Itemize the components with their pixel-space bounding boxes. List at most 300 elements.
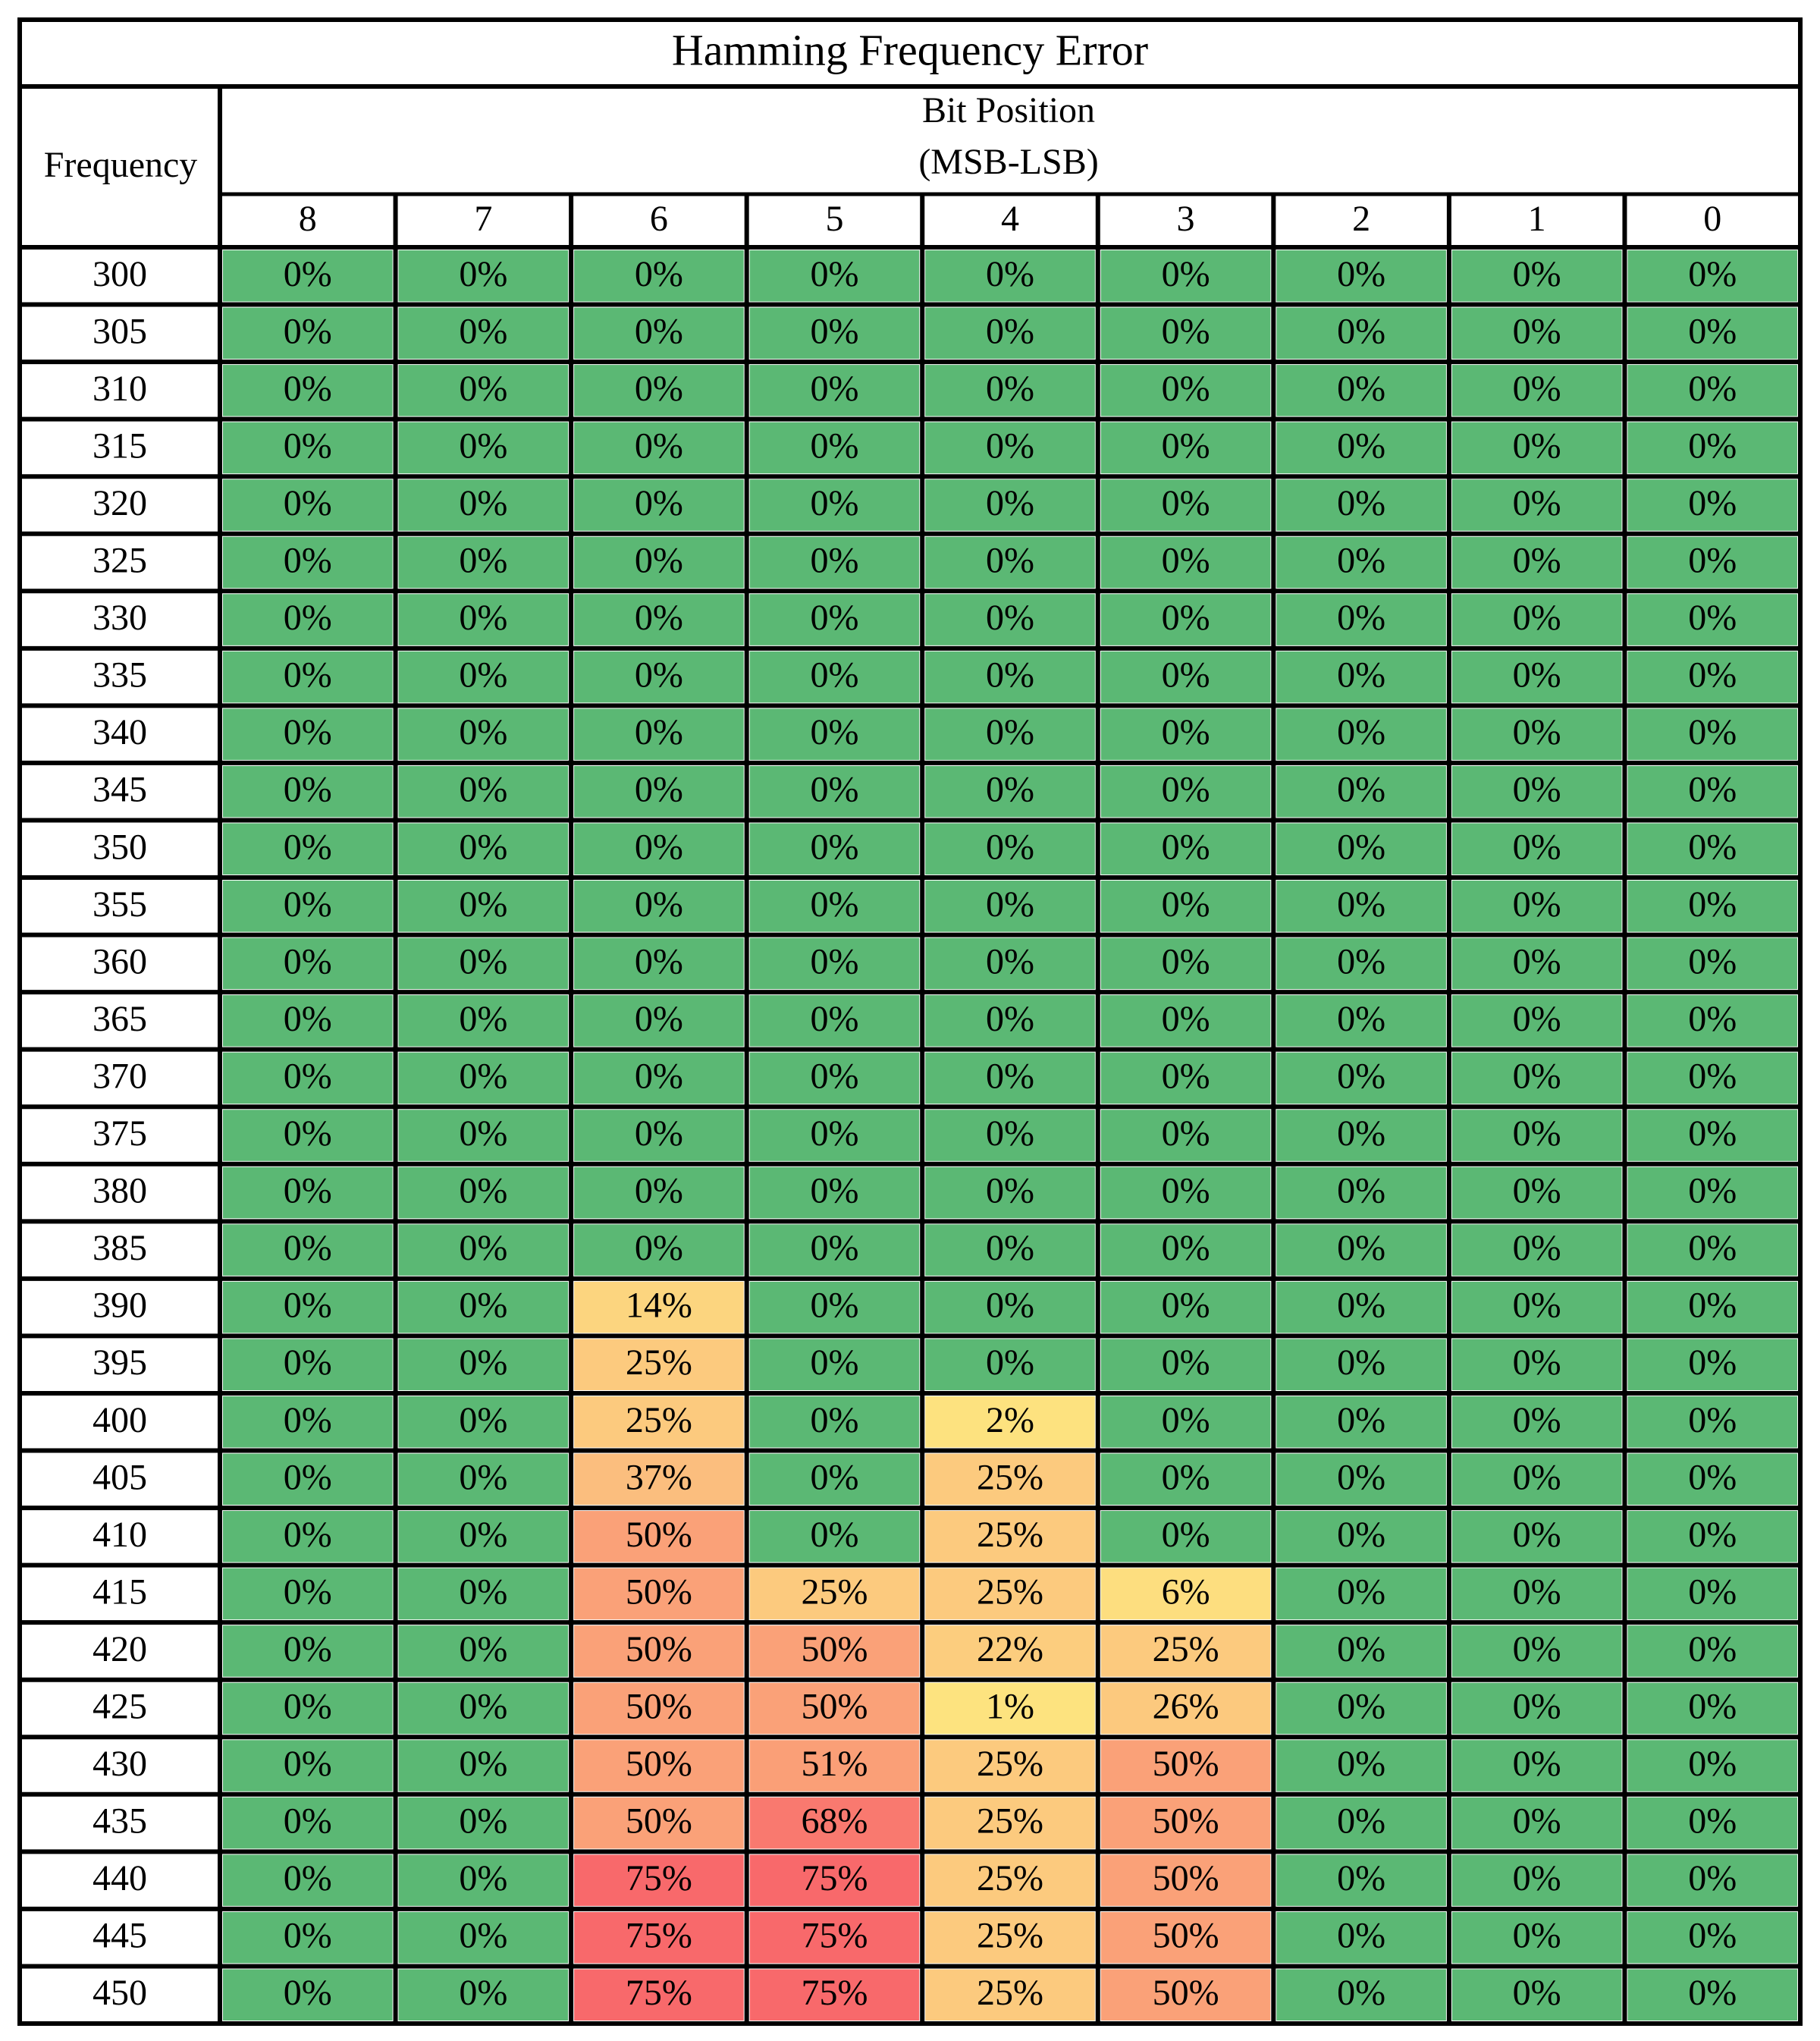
cell-value-label: 0% — [459, 941, 508, 982]
cell-value-label: 0% — [1337, 998, 1386, 1039]
cell-value-label: 0% — [459, 655, 508, 696]
cell-value-label: 0% — [1161, 655, 1210, 696]
cell-value-label: 0% — [1688, 1686, 1737, 1727]
cell-value-label: 0% — [1337, 1686, 1386, 1727]
cell-value-label: 0% — [634, 598, 683, 639]
cell-value-label: 50% — [1152, 1744, 1219, 1785]
cell-value-label: 0% — [1688, 1228, 1737, 1269]
cell-value-label: 0% — [1337, 712, 1386, 753]
cell-value-label: 50% — [625, 1801, 692, 1842]
cell-value-label: 0% — [1512, 1744, 1561, 1785]
cell-value-label: 0% — [634, 368, 683, 409]
cell-value-label: 14% — [625, 1285, 692, 1326]
cell-value-label: 0% — [459, 1973, 508, 2014]
cell-value-label: 0% — [634, 311, 683, 352]
cell-value-label: 0% — [283, 941, 332, 982]
cell-value-label: 6% — [1161, 1572, 1210, 1612]
cell-value-label: 0% — [459, 1915, 508, 1956]
cell-value-label: 0% — [1512, 1399, 1561, 1440]
cell-value-label: 25% — [977, 1457, 1043, 1498]
cell-value-label: 0% — [459, 1399, 508, 1440]
row-label: 320 — [93, 482, 147, 523]
cell-value-label: 0% — [986, 482, 1034, 523]
cell-value-label: 0% — [986, 1285, 1034, 1326]
cell-value-label: 0% — [1337, 884, 1386, 925]
cell-value-label: 0% — [459, 1228, 508, 1269]
cell-value-label: 0% — [283, 769, 332, 810]
cell-value-label: 0% — [1337, 425, 1386, 466]
row-label: 400 — [93, 1399, 147, 1440]
cell-value-label: 0% — [1688, 884, 1737, 925]
row-label: 345 — [93, 769, 147, 810]
cell-value-label: 0% — [810, 1056, 859, 1097]
cell-value-label: 0% — [1512, 827, 1561, 868]
cell-value-label: 0% — [1337, 311, 1386, 352]
cell-value-label: 0% — [1161, 540, 1210, 581]
cell-value-label: 0% — [1161, 1228, 1210, 1269]
cell-value-label: 0% — [459, 1858, 508, 1899]
cell-value-label: 0% — [634, 655, 683, 696]
cell-value-label: 0% — [459, 712, 508, 753]
cell-value-label: 0% — [283, 998, 332, 1039]
row-label: 410 — [93, 1514, 147, 1555]
cell-value-label: 0% — [986, 941, 1034, 982]
cell-value-label: 0% — [810, 425, 859, 466]
cell-value-label: 25% — [625, 1399, 692, 1440]
cell-value-label: 0% — [1161, 884, 1210, 925]
column-label: 5 — [825, 199, 844, 240]
cell-value-label: 0% — [459, 1628, 508, 1669]
cell-value-label: 0% — [459, 598, 508, 639]
cell-value-label: 25% — [977, 1915, 1043, 1956]
cell-value-label: 0% — [1512, 1628, 1561, 1669]
cell-value-label: 50% — [625, 1572, 692, 1612]
cell-value-label: 0% — [634, 998, 683, 1039]
row-label: 375 — [93, 1113, 147, 1154]
row-label: 370 — [93, 1056, 147, 1097]
column-label: 6 — [649, 199, 668, 240]
column-label: 0 — [1703, 199, 1722, 240]
cell-value-label: 0% — [283, 1514, 332, 1555]
cell-value-label: 0% — [1161, 1514, 1210, 1555]
cell-value-label: 0% — [1337, 1113, 1386, 1154]
cell-value-label: 0% — [283, 1572, 332, 1612]
cell-value-label: 0% — [459, 1285, 508, 1326]
cell-value-label: 0% — [986, 540, 1034, 581]
row-label: 360 — [93, 941, 147, 982]
column-group-header-line2: (MSB-LSB) — [918, 142, 1099, 183]
cell-value-label: 0% — [810, 1285, 859, 1326]
row-label: 350 — [93, 827, 147, 868]
cell-value-label: 0% — [1688, 1973, 1737, 2014]
column-label: 8 — [298, 199, 317, 240]
cell-value-label: 0% — [810, 311, 859, 352]
cell-value-label: 0% — [986, 1228, 1034, 1269]
cell-value-label: 25% — [977, 1858, 1043, 1899]
row-label: 380 — [93, 1170, 147, 1211]
cell-value-label: 0% — [283, 1056, 332, 1097]
cell-value-label: 0% — [1512, 253, 1561, 294]
cell-value-label: 25% — [977, 1973, 1043, 2014]
cell-value-label: 0% — [283, 1915, 332, 1956]
cell-value-label: 0% — [1161, 827, 1210, 868]
row-label: 385 — [93, 1228, 147, 1269]
cell-value-label: 25% — [977, 1514, 1043, 1555]
cell-value-label: 0% — [1688, 1744, 1737, 1785]
row-label: 435 — [93, 1801, 147, 1842]
cell-value-label: 0% — [1512, 1801, 1561, 1842]
cell-value-label: 0% — [1337, 598, 1386, 639]
cell-value-label: 0% — [810, 998, 859, 1039]
cell-value-label: 0% — [634, 712, 683, 753]
cell-value-label: 0% — [1337, 1056, 1386, 1097]
column-group-header-line1: Bit Position — [921, 90, 1096, 131]
cell-value-label: 0% — [283, 655, 332, 696]
cell-value-label: 0% — [283, 1228, 332, 1269]
cell-value-label: 0% — [986, 998, 1034, 1039]
cell-value-label: 0% — [283, 1628, 332, 1669]
row-label: 365 — [93, 998, 147, 1039]
cell-value-label: 50% — [1152, 1858, 1219, 1899]
cell-value-label: 0% — [1161, 941, 1210, 982]
cell-value-label: 0% — [283, 311, 332, 352]
cell-value-label: 0% — [1688, 1514, 1737, 1555]
cell-value-label: 0% — [1512, 1973, 1561, 2014]
cell-value-label: 0% — [283, 1457, 332, 1498]
cell-value-label: 0% — [810, 655, 859, 696]
cell-value-label: 0% — [283, 482, 332, 523]
cell-value-label: 0% — [283, 1285, 332, 1326]
cell-value-label: 0% — [986, 311, 1034, 352]
cell-value-label: 0% — [1512, 1285, 1561, 1326]
cell-value-label: 0% — [1688, 311, 1737, 352]
row-label: 340 — [93, 712, 147, 753]
cell-value-label: 0% — [986, 827, 1034, 868]
cell-value-label: 0% — [1337, 827, 1386, 868]
cell-value-label: 0% — [1337, 1170, 1386, 1211]
table-title: Hamming Frequency Error — [671, 25, 1149, 75]
cell-value-label: 0% — [1337, 368, 1386, 409]
cell-value-label: 0% — [1512, 368, 1561, 409]
cell-value-label: 0% — [1337, 1228, 1386, 1269]
cell-value-label: 0% — [810, 253, 859, 294]
cell-value-label: 0% — [1512, 482, 1561, 523]
row-label: 445 — [93, 1915, 147, 1956]
cell-value-label: 0% — [1688, 1628, 1737, 1669]
cell-value-label: 0% — [810, 1228, 859, 1269]
cell-value-label: 0% — [1161, 598, 1210, 639]
cell-value-label: 0% — [1688, 425, 1737, 466]
row-label: 405 — [93, 1457, 147, 1498]
cell-value-label: 0% — [1512, 1858, 1561, 1899]
cell-value-label: 0% — [634, 482, 683, 523]
cell-value-label: 0% — [1512, 712, 1561, 753]
cell-value-label: 0% — [986, 1113, 1034, 1154]
cell-value-label: 0% — [986, 598, 1034, 639]
cell-value-label: 0% — [1161, 1342, 1210, 1383]
cell-value-label: 0% — [459, 1056, 508, 1097]
cell-value-label: 0% — [283, 1342, 332, 1383]
row-label: 390 — [93, 1285, 147, 1326]
cell-value-label: 0% — [1337, 482, 1386, 523]
cell-value-label: 0% — [283, 1170, 332, 1211]
cell-value-label: 0% — [1512, 425, 1561, 466]
cell-value-label: 0% — [459, 253, 508, 294]
cell-value-label: 0% — [1337, 1342, 1386, 1383]
cell-value-label: 0% — [1688, 1285, 1737, 1326]
cell-value-label: 25% — [1152, 1628, 1219, 1669]
row-label: 305 — [93, 311, 147, 352]
cell-value-label: 0% — [283, 1973, 332, 2014]
cell-value-label: 0% — [459, 1170, 508, 1211]
cell-value-label: 0% — [1512, 1514, 1561, 1555]
cell-value-label: 0% — [1337, 1514, 1386, 1555]
row-label: 450 — [93, 1973, 147, 2014]
cell-value-label: 0% — [1512, 941, 1561, 982]
cell-value-label: 0% — [459, 1342, 508, 1383]
cell-value-label: 0% — [1161, 311, 1210, 352]
cell-value-label: 0% — [1512, 1342, 1561, 1383]
cell-value-label: 0% — [1688, 540, 1737, 581]
cell-value-label: 0% — [986, 253, 1034, 294]
cell-value-label: 0% — [1688, 1170, 1737, 1211]
cell-value-label: 75% — [625, 1858, 692, 1899]
cell-value-label: 0% — [1512, 1457, 1561, 1498]
cell-value-label: 0% — [986, 368, 1034, 409]
row-label: 440 — [93, 1858, 147, 1899]
row-label: 430 — [93, 1744, 147, 1785]
cell-value-label: 0% — [459, 769, 508, 810]
cell-value-label: 0% — [1161, 1399, 1210, 1440]
cell-value-label: 0% — [810, 1514, 859, 1555]
cell-value-label: 0% — [634, 540, 683, 581]
cell-value-label: 0% — [810, 884, 859, 925]
cell-value-label: 50% — [1152, 1801, 1219, 1842]
row-label: 315 — [93, 425, 147, 466]
cell-value-label: 0% — [810, 1170, 859, 1211]
row-label: 330 — [93, 598, 147, 639]
cell-value-label: 0% — [634, 1170, 683, 1211]
cell-value-label: 0% — [1337, 253, 1386, 294]
cell-value-label: 0% — [1512, 884, 1561, 925]
cell-value-label: 0% — [634, 425, 683, 466]
cell-value-label: 0% — [1512, 311, 1561, 352]
cell-value-label: 0% — [1337, 1801, 1386, 1842]
cell-value-label: 0% — [459, 884, 508, 925]
cell-value-label: 0% — [283, 368, 332, 409]
cell-value-label: 0% — [810, 598, 859, 639]
cell-value-label: 75% — [625, 1973, 692, 2014]
cell-value-label: 0% — [1512, 1170, 1561, 1211]
cell-value-label: 0% — [1161, 1170, 1210, 1211]
cell-value-label: 0% — [1161, 769, 1210, 810]
cell-value-label: 0% — [1337, 1858, 1386, 1899]
cell-value-label: 0% — [1512, 1686, 1561, 1727]
cell-value-label: 0% — [1337, 1973, 1386, 2014]
cell-value-label: 0% — [1688, 998, 1737, 1039]
cell-value-label: 0% — [283, 1686, 332, 1727]
cell-value-label: 0% — [1688, 1399, 1737, 1440]
cell-value-label: 25% — [801, 1572, 868, 1612]
cell-value-label: 0% — [634, 253, 683, 294]
cell-value-label: 0% — [459, 1572, 508, 1612]
cell-value-label: 0% — [1337, 1572, 1386, 1612]
cell-value-label: 0% — [634, 1228, 683, 1269]
cell-value-label: 0% — [1512, 998, 1561, 1039]
cell-value-label: 0% — [810, 1399, 859, 1440]
cell-value-label: 0% — [1688, 1801, 1737, 1842]
row-header-frequency: Frequency — [43, 145, 198, 186]
cell-value-label: 0% — [459, 998, 508, 1039]
cell-value-label: 0% — [459, 482, 508, 523]
cell-value-label: 0% — [459, 1686, 508, 1727]
cell-value-label: 0% — [1688, 1858, 1737, 1899]
cell-value-label: 0% — [1337, 655, 1386, 696]
cell-value-label: 1% — [986, 1686, 1034, 1727]
cell-value-label: 0% — [1512, 1915, 1561, 1956]
cell-value-label: 0% — [1161, 998, 1210, 1039]
cell-value-label: 0% — [283, 253, 332, 294]
cell-value-label: 0% — [986, 712, 1034, 753]
cell-value-label: 0% — [1161, 1056, 1210, 1097]
cell-value-label: 0% — [459, 1457, 508, 1498]
cell-value-label: 0% — [986, 655, 1034, 696]
cell-value-label: 50% — [1152, 1915, 1219, 1956]
cell-value-label: 22% — [977, 1628, 1043, 1669]
row-label: 300 — [93, 253, 147, 294]
cell-value-label: 75% — [801, 1973, 868, 2014]
row-label: 310 — [93, 368, 147, 409]
cell-value-label: 0% — [1688, 482, 1737, 523]
cell-value-label: 0% — [1688, 655, 1737, 696]
cell-value-label: 25% — [977, 1801, 1043, 1842]
cell-value-label: 0% — [810, 482, 859, 523]
cell-value-label: 0% — [283, 598, 332, 639]
cell-value-label: 0% — [1161, 1285, 1210, 1326]
cell-value-label: 0% — [459, 1801, 508, 1842]
cell-value-label: 0% — [459, 540, 508, 581]
cell-value-label: 0% — [986, 1056, 1034, 1097]
cell-value-label: 0% — [283, 712, 332, 753]
cell-value-label: 68% — [801, 1801, 868, 1842]
cell-value-label: 0% — [1512, 1572, 1561, 1612]
cell-value-label: 0% — [1161, 425, 1210, 466]
cell-value-label: 0% — [634, 827, 683, 868]
cell-value-label: 0% — [634, 769, 683, 810]
row-label: 335 — [93, 655, 147, 696]
cell-value-label: 0% — [634, 1113, 683, 1154]
cell-value-label: 25% — [977, 1572, 1043, 1612]
cell-value-label: 0% — [1337, 1744, 1386, 1785]
cell-value-label: 0% — [810, 827, 859, 868]
cell-value-label: 0% — [1161, 253, 1210, 294]
cell-value-label: 0% — [1688, 941, 1737, 982]
cell-value-label: 0% — [634, 1056, 683, 1097]
cell-value-label: 0% — [283, 1399, 332, 1440]
cell-value-label: 0% — [810, 1457, 859, 1498]
cell-value-label: 0% — [1512, 1228, 1561, 1269]
column-label: 2 — [1352, 199, 1371, 240]
column-label: 4 — [1001, 199, 1019, 240]
cell-value-label: 0% — [1337, 1915, 1386, 1956]
cell-value-label: 0% — [283, 1113, 332, 1154]
cell-value-label: 0% — [1512, 1056, 1561, 1097]
cell-value-label: 50% — [1152, 1973, 1219, 2014]
cell-value-label: 0% — [1161, 1113, 1210, 1154]
cell-value-label: 75% — [801, 1858, 868, 1899]
column-label: 3 — [1176, 199, 1195, 240]
cell-value-label: 50% — [625, 1514, 692, 1555]
cell-value-label: 0% — [1688, 1457, 1737, 1498]
cell-value-label: 0% — [1512, 769, 1561, 810]
cell-value-label: 0% — [283, 827, 332, 868]
cell-value-label: 0% — [1688, 1056, 1737, 1097]
cell-value-label: 0% — [1688, 1113, 1737, 1154]
cell-value-label: 0% — [1161, 712, 1210, 753]
cell-value-label: 0% — [459, 368, 508, 409]
cell-value-label: 0% — [634, 884, 683, 925]
cell-value-label: 0% — [283, 884, 332, 925]
cell-value-label: 0% — [1512, 1113, 1561, 1154]
cell-value-label: 0% — [1688, 769, 1737, 810]
cell-value-label: 0% — [459, 1113, 508, 1154]
cell-value-label: 0% — [986, 769, 1034, 810]
cell-value-label: 51% — [801, 1744, 868, 1785]
cell-value-label: 0% — [283, 425, 332, 466]
cell-value-label: 2% — [986, 1399, 1034, 1440]
row-label: 395 — [93, 1342, 147, 1383]
row-label: 415 — [93, 1572, 147, 1612]
cell-value-label: 0% — [1688, 1915, 1737, 1956]
row-label: 425 — [93, 1686, 147, 1727]
cell-value-label: 50% — [801, 1628, 868, 1669]
cell-value-label: 25% — [977, 1744, 1043, 1785]
column-label: 7 — [474, 199, 493, 240]
cell-value-label: 37% — [625, 1457, 692, 1498]
cell-value-label: 0% — [1688, 1342, 1737, 1383]
cell-value-label: 0% — [459, 827, 508, 868]
cell-value-label: 0% — [810, 712, 859, 753]
cell-value-label: 0% — [459, 425, 508, 466]
cell-value-label: 0% — [1688, 368, 1737, 409]
cell-value-label: 0% — [283, 1858, 332, 1899]
cell-value-label: 0% — [283, 1744, 332, 1785]
cell-value-label: 0% — [1688, 712, 1737, 753]
cell-value-label: 0% — [1337, 540, 1386, 581]
column-label: 1 — [1527, 199, 1546, 240]
cell-value-label: 0% — [986, 1170, 1034, 1211]
cell-value-label: 0% — [1337, 941, 1386, 982]
cell-value-label: 0% — [986, 425, 1034, 466]
cell-value-label: 50% — [625, 1744, 692, 1785]
cell-value-label: 0% — [986, 1342, 1034, 1383]
cell-value-label: 26% — [1152, 1686, 1219, 1727]
cell-value-label: 0% — [459, 311, 508, 352]
cell-value-label: 0% — [1337, 1285, 1386, 1326]
cell-value-label: 0% — [810, 941, 859, 982]
cell-value-label: 0% — [1512, 655, 1561, 696]
cell-value-label: 75% — [625, 1915, 692, 1956]
cell-value-label: 0% — [1337, 1628, 1386, 1669]
cell-value-label: 0% — [810, 368, 859, 409]
cell-value-label: 50% — [625, 1628, 692, 1669]
row-label: 355 — [93, 884, 147, 925]
cell-value-label: 0% — [1161, 1457, 1210, 1498]
cell-value-label: 25% — [625, 1342, 692, 1383]
cell-value-label: 0% — [1688, 827, 1737, 868]
cell-value-label: 0% — [1337, 769, 1386, 810]
cell-value-label: 0% — [810, 769, 859, 810]
